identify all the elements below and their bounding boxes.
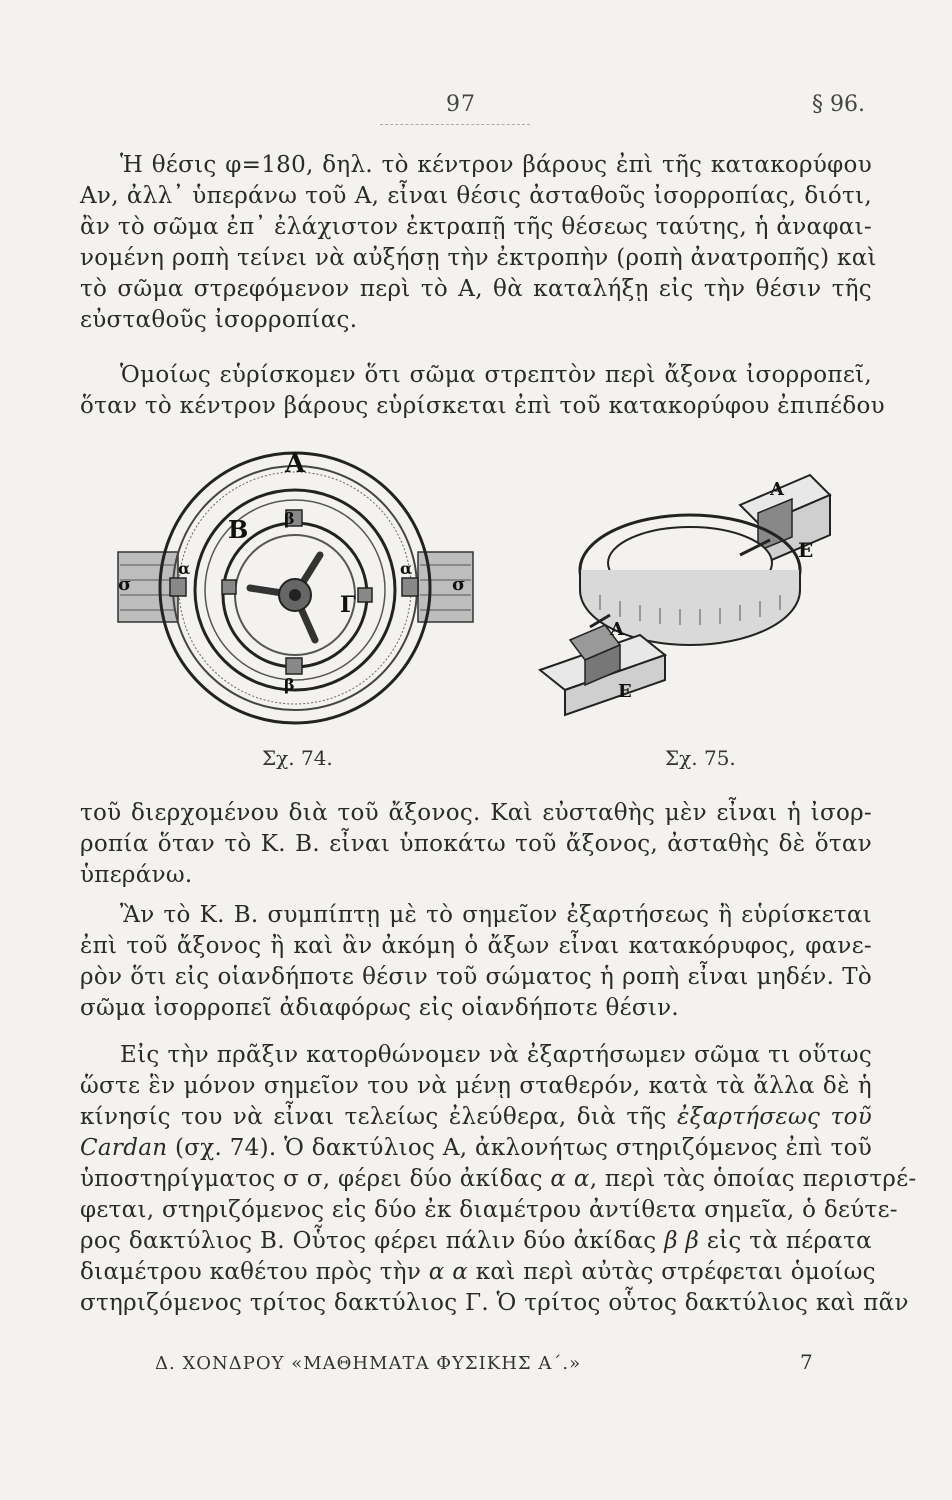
- paragraph-cardan: [80, 1040, 917, 1319]
- text-line: ἂν τὸ σῶμα ἐπ᾽ ἐλάχιστον ἐκτραπῇ τῆς θέσεως ταύτης, ἡ ἀναφαι-: [80, 214, 872, 240]
- label-E-top: Ε: [798, 538, 814, 562]
- text-line: ὑπεράνω.: [80, 862, 193, 888]
- text-line: ὥστε ἓν μόνον σημεῖον του νὰ μένῃ σταθερόν, κατὰ τὰ ἄλλα δὲ ἡ: [80, 1073, 872, 1099]
- label-b2: β: [284, 675, 295, 694]
- section-number: § 96.: [812, 92, 865, 117]
- footer-author: Δ. ΧΟΝΔΡΟΥ «ΜΑΘΗΜΑΤΑ ΦΥΣΙΚΗΣ Α΄.»: [155, 1353, 582, 1374]
- figure-74-cardan-gimbal: [110, 440, 480, 750]
- text-line: ροπία ὅταν τὸ Κ. Β. εἶναι ὑποκάτω τοῦ ἄξονος, ἀσταθὴς δὲ ὅταν: [80, 831, 872, 857]
- label-A-top: Α: [770, 479, 784, 500]
- label-B: Β: [228, 515, 249, 544]
- text-line: Cardan (σχ. 74). Ὁ δακτύλιος Α, ἀκλονήτως στηριζόμενος ἐπὶ τοῦ: [80, 1135, 873, 1161]
- paragraph-axis: [80, 360, 885, 422]
- figure-75-ring-on-axis: [530, 465, 860, 725]
- text-line: κίνησίς του νὰ εἶναι τελείως ἐλεύθερα, διὰ τῆς ἐξαρτήσεως τοῦ: [80, 1104, 872, 1130]
- text-line: ὅταν τὸ κέντρον βάρους εὑρίσκεται ἐπὶ τοῦ κατακορύφου ἐπιπέδου: [80, 393, 885, 419]
- text-line: σῶμα ἰσορροπεῖ ἀδιαφόρως εἰς οἱανδήποτε θέσιν.: [80, 995, 680, 1021]
- text-line: φεται, στηριζόμενος εἰς δύο ἐκ διαμέτρου ἀντίθετα σημεῖα, ὁ δεύτε-: [80, 1197, 898, 1223]
- label-a2: α: [400, 559, 413, 578]
- text-line: Εἰς τὴν πρᾶξιν κατορθώνομεν νὰ ἐξαρτήσωμεν σῶμα τι οὕτως: [120, 1042, 872, 1068]
- header-rule: [380, 124, 530, 125]
- text-line: τοῦ διερχομένου διὰ τοῦ ἄξονος. Καὶ εὐσταθὴς μὲν εἶναι ἡ ἰσορ-: [80, 800, 872, 826]
- text-line: διαμέτρου καθέτου πρὸς τὴν α α καὶ περὶ αὐτὰς στρέφεται ὁμοίως: [80, 1259, 876, 1285]
- label-b1: β: [284, 509, 295, 528]
- label-E-bottom: Ε: [618, 681, 632, 702]
- text-line: εὐσταθοῦς ἰσορροπίας.: [80, 307, 358, 333]
- caption-fig74: Σχ. 74.: [262, 746, 333, 770]
- paragraph-stability: [80, 150, 877, 336]
- text-line: ὑποστηρίγματος σ σ, φέρει δύο ἀκίδας α α, περὶ τὰς ὁποίας περιστρέ-: [80, 1166, 917, 1192]
- paragraph-equilibrium: [80, 798, 872, 891]
- caption-fig75: Σχ. 75.: [665, 746, 736, 770]
- page-number: 97: [446, 92, 476, 117]
- label-A: Α: [285, 449, 306, 479]
- label-s1: σ: [118, 574, 132, 595]
- text-line: Ὁμοίως εὑρίσκομεν ὅτι σῶμα στρεπτὸν περὶ ἄξονα ἰσορροπεῖ,: [120, 362, 872, 388]
- paragraph-indifferent: [80, 900, 872, 1024]
- text-line: Αν, ἀλλ᾽ ὑπεράνω τοῦ Α, εἶναι θέσις ἀσταθοῦς ἰσορροπίας, διότι,: [80, 183, 872, 209]
- label-C: Γ: [340, 592, 356, 618]
- text-line: τὸ σῶμα στρεφόμενον περὶ τὸ Α, θὰ καταλήξῃ εἰς τὴν θέσιν τῆς: [80, 276, 872, 302]
- text-line: στηριζόμενος τρίτος δακτύλιος Γ. Ὁ τρίτος οὗτος δακτύλιος καὶ πᾶν: [80, 1290, 909, 1316]
- text-line: Ἡ θέσις φ=180, δηλ. τὸ κέντρον βάρους ἐπὶ τῆς κατακορύφου: [120, 152, 872, 178]
- text-line: Ἂν τὸ Κ. Β. συμπίπτῃ μὲ τὸ σημεῖον ἐξαρτήσεως ἢ εὑρίσκεται: [120, 902, 872, 928]
- text-line: ἐπὶ τοῦ ἄξονος ἢ καὶ ἂν ἀκόμη ὁ ἄξων εἶναι κατακόρυφος, φανε-: [80, 933, 872, 959]
- label-A-bottom: Α: [610, 619, 624, 640]
- label-a1: α: [178, 559, 191, 578]
- text-line: νομένη ροπὴ τείνει νὰ αὐξήσῃ τὴν ἐκτροπὴν (ροπὴ ἀνατροπῆς) καὶ: [80, 245, 877, 271]
- footer-signature: 7: [800, 1350, 813, 1374]
- text-line: ρὸν ὅτι εἰς οἱανδήποτε θέσιν τοῦ σώματος ἡ ροπὴ εἶναι μηδέν. Τὸ: [80, 964, 872, 990]
- label-s2: σ: [452, 574, 466, 595]
- text-line: ρος δακτύλιος Β. Οὗτος φέρει πάλιν δύο ἀκίδας β β εἰς τὰ πέρατα: [80, 1228, 872, 1254]
